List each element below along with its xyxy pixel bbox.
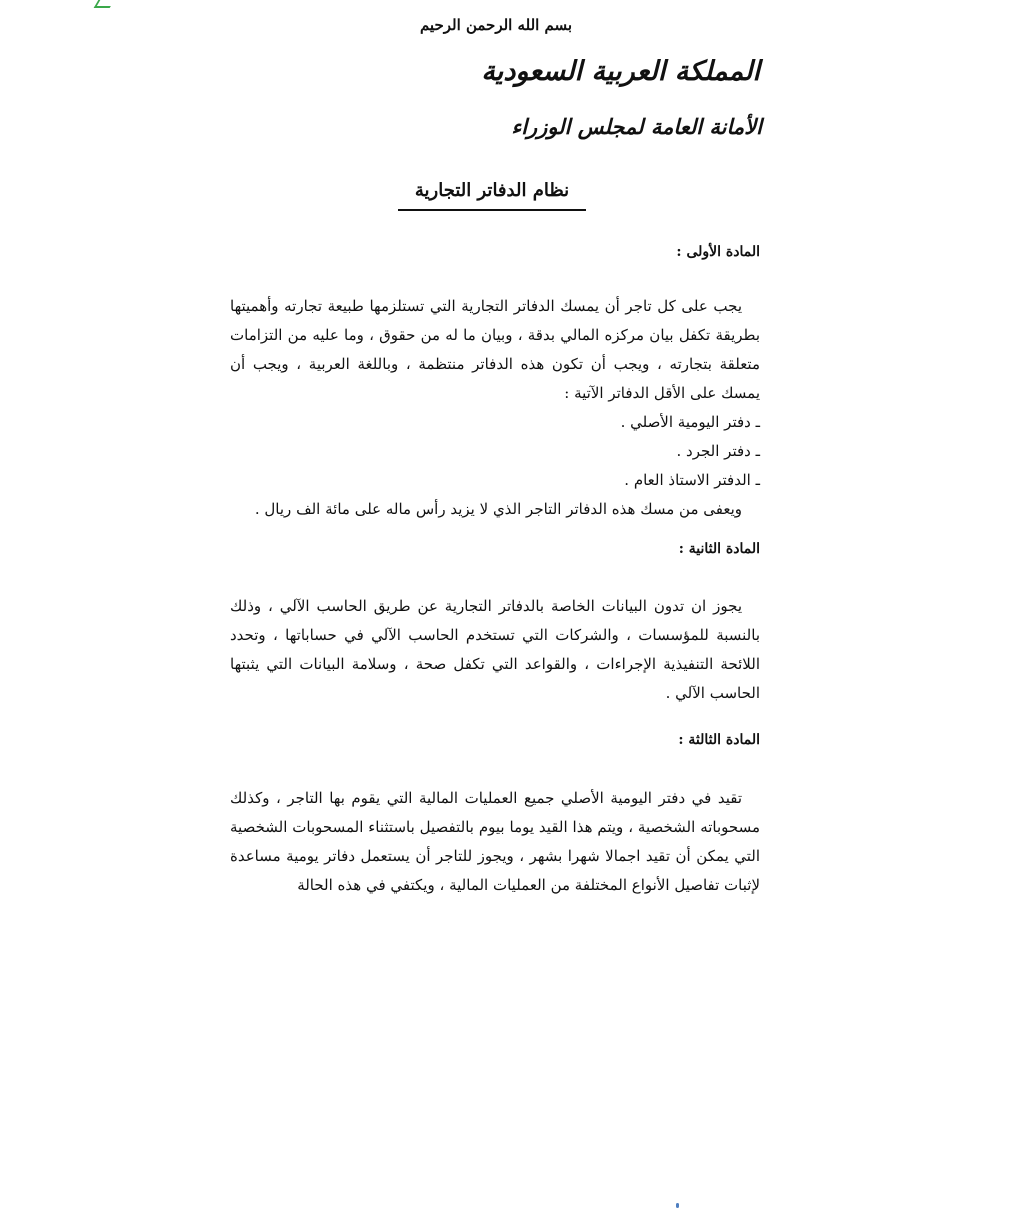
article-1-heading: المادة الأولى : [676, 244, 760, 260]
basmala: بسم الله الرحمن الرحيم [419, 16, 573, 34]
article-1-body [230, 292, 760, 524]
article-1-item-3: ـ الدفتر الاستاذ العام . [624, 471, 760, 489]
corner-scan-mark [94, 0, 115, 8]
secretariat-letterhead: الأمانة العامة لمجلس الوزراء [511, 114, 762, 139]
article-1-item-1: ـ دفتر اليومية الأصلي . [620, 413, 760, 431]
article-3-heading: المادة الثالثة : [678, 732, 760, 748]
article-2-paragraph: يجوز ان تدون البيانات الخاصة بالدفاتر التجارية عن طريق الحاسب الآلي ، وذلك بالنسبة للمؤسسات ، والشركات التي تستخدم الحاسب الآلي في حساباتها ، وتحدد اللائحة التنفيذية الإجراءات ، والقواعد التي تكفل صحة ، وسلامة البيانات التي يثبتها الحاسب الآلي . [230, 597, 760, 702]
article-2-heading: المادة الثانية : [678, 541, 760, 557]
document-page [228, 0, 764, 1215]
article-3-paragraph: تقيد في دفتر اليومية الأصلي جميع العمليات المالية التي يقوم بها التاجر ، وكذلك مسحوباته الشخصية ، ويتم هذا القيد يوما بيوم بالتفصيل باستثناء المسحوبات الشخصية التي يمكن أن تقيد اجمالا شهرا بشهر ، ويجوز للتاجر أن يستعمل دفاتر يومية مساعدة لإثبات تفاصيل الأنواع المختلفة من العمليات المالية ، ويكتفي في هذه الحالة [230, 789, 760, 894]
article-3-body [230, 784, 760, 900]
document-title: نظام الدفاتر التجارية [398, 180, 586, 211]
scan-speck [676, 1203, 679, 1208]
article-1-item-2: ـ دفتر الجرد . [676, 442, 760, 460]
article-1-closing: ويعفى من مسك هذه الدفاتر التاجر الذي لا يزيد رأس ماله على مائة الف ريال . [254, 500, 742, 518]
article-2-body [230, 592, 760, 708]
kingdom-letterhead: المملكة العربية السعودية [481, 56, 760, 87]
article-1-paragraph: يجب على كل تاجر أن يمسك الدفاتر التجارية التي تستلزمها طبيعة تجارته وأهميتها بطريقة تكفل بيان مركزه المالي بدقة ، وبيان ما له من حقوق ، وما عليه من التزامات متعلقة بتجارته ، ويجب أن تكون هذه الدفاتر منتظمة ، وباللغة العربية ، ويجب أن يمسك على الأقل الدفاتر الآتية : [230, 297, 760, 402]
